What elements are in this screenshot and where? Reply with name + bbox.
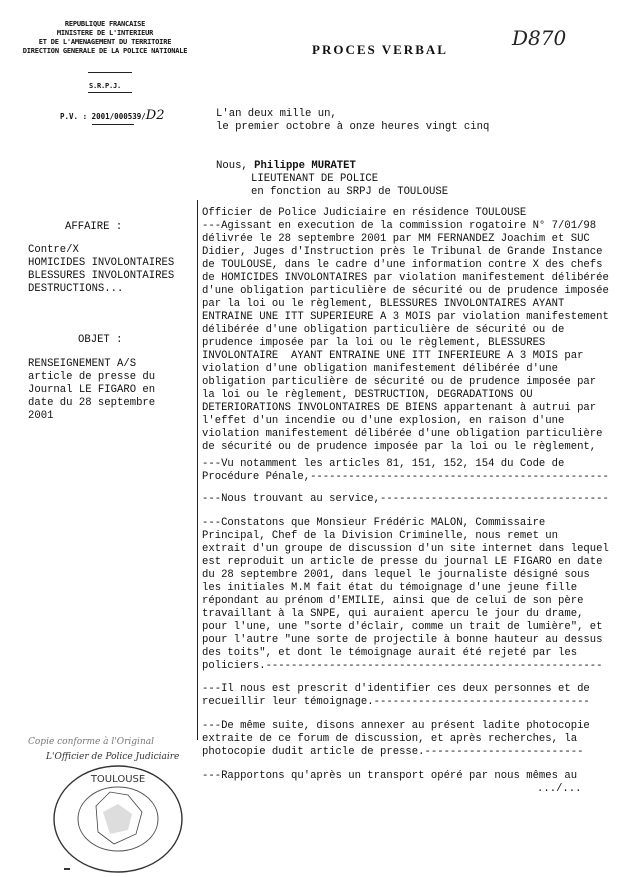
officer-line xyxy=(216,160,356,173)
affaire-heading: AFFAIRE : xyxy=(65,221,123,233)
body-paragraph-prescrit xyxy=(202,683,590,709)
objet-line: 2001 xyxy=(28,410,54,422)
header-block xyxy=(10,20,200,56)
body-line: ---Vu notamment les articles 81, 151, 152, 154 du Code de xyxy=(202,458,565,470)
body-line: les initiales M.M fait état du témoignage d'une jeune fille xyxy=(202,582,578,594)
date-line-2: le premier octobre à onze heures vingt cinq xyxy=(216,121,490,133)
body-line: ---Constatons que Monsieur Frédéric MALON, Commissaire xyxy=(202,517,546,529)
body-line: des toits", et dont le témoignage aurait été rejeté par les xyxy=(202,647,578,659)
header-line-republique: REPUBLIQUE FRANCAISE xyxy=(64,20,146,28)
objet-line: article de presse du xyxy=(28,371,156,383)
official-seal-icon xyxy=(48,762,188,877)
officer-rank: LIEUTENANT DE POLICE xyxy=(251,173,379,185)
body-paragraph-annexer xyxy=(202,720,590,759)
officer-unit: en fonction au SRPJ de TOULOUSE xyxy=(251,186,449,198)
objet-line: Journal LE FIGARO en xyxy=(28,384,156,396)
header-line-ministere: MINISTERE DE L'INTERIEUR xyxy=(56,29,154,37)
pv-label: P.V. : 2001/000539/ xyxy=(60,112,146,121)
pv-handwritten: D2 xyxy=(145,108,165,123)
body-line: délivrée le 28 septembre 2001 par MM FERNANDEZ Joachim et SUC xyxy=(202,233,590,245)
body-line: violation d'une obligation manifestement délibérée d'une xyxy=(202,363,559,375)
objet-list xyxy=(28,358,155,423)
service-underline xyxy=(88,92,132,93)
signature-mark xyxy=(64,868,70,870)
affaire-line: BLESSURES INVOLONTAIRES xyxy=(28,270,175,282)
body-line: extraite de ce forum de discussion, et après recherches, la xyxy=(202,733,578,745)
body-line: violation manifestement délibérée d'une obligation particulière xyxy=(202,428,603,440)
body-line: ---Rapportons qu'après un transport opéré par nous mêmes au xyxy=(202,770,578,782)
body-line: Principal, Chef de la Division Criminelle, nous remet un xyxy=(202,530,559,542)
body-line: de sécurité ou de prudence imposée par la loi ou le règlement, xyxy=(202,441,597,453)
body-line: pour l'autre "une sorte de projectile à bonne hauteur au dessus xyxy=(202,634,603,646)
body-line: recueillir leur témoignage.---------------------------------- xyxy=(202,696,590,708)
body-line: travaillant à la SNPE, qui auraient apercu le jour du drame, xyxy=(202,608,584,620)
body-line: INVOLONTAIRE AYANT ENTRAINE UNE ITT INFERIEURE A 3 MOIS par xyxy=(202,350,584,362)
body-paragraph-transport xyxy=(202,770,577,783)
affaire-line: HOMICIDES INVOLONTAIRES xyxy=(28,257,175,269)
pv-underline xyxy=(92,124,134,125)
officer-stamp-text: L'Officier de Police Judiciaire xyxy=(46,752,180,762)
affaire-list xyxy=(28,244,174,296)
seal-text: TOULOUSE xyxy=(90,774,146,785)
body-line: d'une obligation particulière de sécurité ou de prudence imposée xyxy=(202,285,609,297)
pv-number xyxy=(60,108,165,123)
objet-line: RENSEIGNEMENT A/S xyxy=(28,358,137,370)
body-paragraph-articles xyxy=(202,458,609,484)
officer-nous: Nous, xyxy=(216,160,255,172)
body-line: ENTRAINE UNE ITT SUPERIEURE A 3 MOIS par violation manifestement xyxy=(202,311,609,323)
body-line: obligation particulière de sécurité ou de prudence imposée par xyxy=(202,376,597,388)
margin-rule xyxy=(197,200,198,740)
copy-conforme-text: Copie conforme à l'Original xyxy=(28,737,154,747)
body-line: photocopie dudit article de presse.------------------------- xyxy=(202,746,584,758)
continuation-mark: .../... xyxy=(537,783,582,795)
header-line-direction: DIRECTION GENERALE DE LA POLICE NATIONALE xyxy=(22,47,188,55)
body-paragraph-commission xyxy=(202,207,609,454)
page-title: PROCES VERBAL xyxy=(312,42,448,57)
body-line: de HOMICIDES INVOLONTAIRES par violation manifestement délibérée xyxy=(202,272,609,284)
body-line: est reproduit un article de presse du journal LE FIGARO en date xyxy=(202,556,603,568)
body-line: prudence imposée par la loi ou le règlement, BLESSURES xyxy=(202,337,546,349)
header-underline xyxy=(88,72,132,73)
body-line: répondant au prénom d'EMILIE, ainsi que de celui de son père xyxy=(202,595,584,607)
officer-name: Philippe MURATET xyxy=(254,160,356,172)
body-line: ---De même suite, disons annexer au présent ladite photocopie xyxy=(202,720,590,732)
body-line: l'effet d'un incendie ou d'une explosion, en raison d'une xyxy=(202,415,565,427)
doc-number-handwritten: D870 xyxy=(512,26,567,50)
body-line: ---Il nous est prescrit d'identifier ces deux personnes et de xyxy=(202,683,590,695)
body-line: ---Nous trouvant au service,------------------------------------ xyxy=(202,493,609,505)
body-paragraph-service xyxy=(202,493,609,506)
objet-line: date du 28 septembre xyxy=(28,397,156,409)
body-line: policiers.----------------------------------------------------- xyxy=(202,660,603,672)
affaire-line: DESTRUCTIONS... xyxy=(28,283,124,295)
date-line-1: L'an deux mille un, xyxy=(216,108,337,120)
body-line: la loi ou le règlement, DESTRUCTION, DEGRADATIONS OU xyxy=(202,389,533,401)
body-paragraph-constatons xyxy=(202,517,609,673)
body-line: Didier, Juges d'Instruction près le Tribunal de Grande Instance xyxy=(202,246,603,258)
body-line: Officier de Police Judiciaire en résidence TOULOUSE xyxy=(202,207,527,219)
objet-heading: OBJET : xyxy=(78,334,123,346)
header-line-amenagement: ET DE L'AMENAGEMENT DU TERRITOIRE xyxy=(38,38,172,46)
body-line: extrait d'un groupe de discussion d'un site internet dans lequel xyxy=(202,543,609,555)
body-line: DETERIORATIONS INVOLONTAIRES DE BIENS appartenant à autrui par xyxy=(202,402,597,414)
body-line: du 28 septembre 2001, dans lequel le journaliste désigné sous xyxy=(202,569,590,581)
service-label: S.R.P.J. xyxy=(88,82,122,90)
affaire-line: Contre/X xyxy=(28,244,79,256)
body-line: délibérée d'une obligation particulière de sécurité ou de xyxy=(202,324,565,336)
body-line: par la loi ou le règlement, BLESSURES INVOLONTAIRES AYANT xyxy=(202,298,565,310)
body-line: Procédure Pénale,----------------------------------------------- xyxy=(202,471,609,483)
body-line: ---Agissant en execution de la commission rogatoire N° 7/01/98 xyxy=(202,220,597,232)
body-line: de TOULOUSE, dans le cadre d'une information contre X des chefs xyxy=(202,259,603,271)
body-line: pour l'une, une "sorte d'éclair, comme un trait de lumière", et xyxy=(202,621,603,633)
